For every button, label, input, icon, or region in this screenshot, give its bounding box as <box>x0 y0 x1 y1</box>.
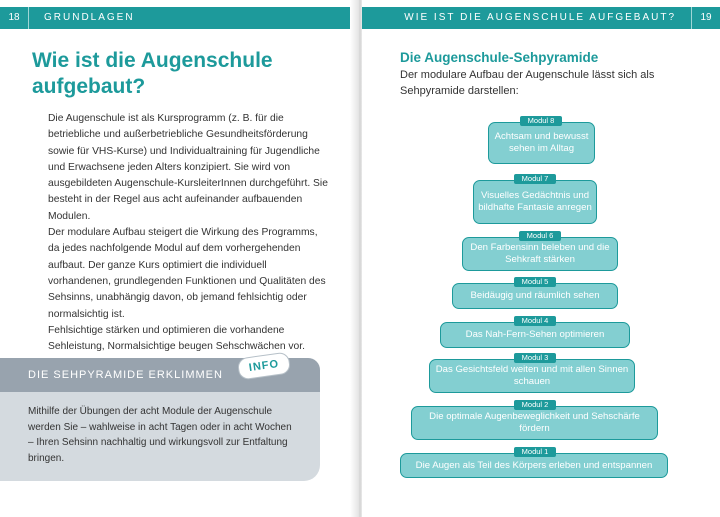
running-head-right: WIE IST DIE AUGENSCHULE AUFGEBAUT? <box>404 12 676 23</box>
page-number-left: 18 <box>0 7 29 29</box>
paragraph: Die Augenschule ist als Kursprogramm (z. B. für die betriebliche und außerbetriebliche Gesundheitsförderung sowie für VHS-Kurse) und Individualtraining für Jugendliche und Erwachsene jeden Alters konzipiert. Sie wird von ausgebildeten Augenschule-KursleiterInnen durchgeführt. Sie besteht in der Regel aus acht aufeinander aufbauenden Modulen. <box>48 113 328 222</box>
left-running-header <box>0 7 358 29</box>
right-page <box>362 0 720 517</box>
pyramid-intro: Der modulare Aufbau der Augenschule lässt sich als Sehpyramide darstellen: <box>400 69 655 97</box>
info-badge: INFO <box>237 351 292 380</box>
body-text <box>48 111 330 355</box>
pyramid-heading: Die Augenschule-Sehpyramide <box>400 50 599 65</box>
page-title: Wie ist die Augenschule aufgebaut? <box>32 49 273 98</box>
module-tag-3: Modul 3 <box>514 353 556 363</box>
module-box-5: Beidäugig und räumlich sehen <box>452 283 618 309</box>
info-box <box>0 358 320 481</box>
paragraph: Der modulare Aufbau steigert die Wirkung des Programms, da jedes nachfolgende Modul auf dem vorhergehenden aufbaut. Der ganze Kurs optimiert die individuell vorhandenen, grundlegenden Funktionen und Qualitäten des Sehsinns, unabhängig davon, ob jemand fehlsichtig oder normalsichtig ist. <box>48 227 326 320</box>
module-tag-7: Modul 7 <box>514 174 556 184</box>
module-box-6: Den Farbensinn beleben und die Sehkraft stärken <box>462 237 618 271</box>
info-box-title: DIE SEHPYRAMIDE ERKLIMMEN <box>28 369 223 381</box>
module-box-1: Die Augen als Teil des Körpers erleben und entspannen <box>400 453 668 478</box>
module-box-7: Visuelles Gedächtnis und bildhafte Fantasie anregen <box>473 180 597 224</box>
paragraph: Fehlsichtige stärken und optimieren die vorhandene Sehleistung, Normalsichtige beugen Sehschwächen vor. <box>48 324 306 353</box>
module-box-4: Das Nah-Fern-Sehen optimieren <box>440 322 630 348</box>
module-tag-1: Modul 1 <box>514 447 556 457</box>
module-box-3: Das Gesichtsfeld weiten und mit allen Sinnen schauen <box>429 359 635 393</box>
module-tag-4: Modul 4 <box>514 316 556 326</box>
page-number-right: 19 <box>691 7 720 29</box>
module-tag-2: Modul 2 <box>514 400 556 410</box>
module-box-2: Die optimale Augenbeweglichkeit und Sehschärfe fördern <box>411 406 658 440</box>
left-page <box>0 0 358 517</box>
module-tag-8: Modul 8 <box>520 116 562 126</box>
module-box-8: Achtsam und bewusst sehen im Alltag <box>488 122 595 164</box>
running-head-left: GRUNDLAGEN <box>44 12 135 23</box>
right-running-header <box>362 7 720 29</box>
module-tag-6: Modul 6 <box>519 231 561 241</box>
info-box-text: Mithilfe der Übungen der acht Module der Augenschule werden Sie – wahlweise in acht Tagen oder in acht Wochen – Ihren Sehsinn nachhaltig und wirkungsvoll zur Entfaltung bringen. <box>28 406 292 464</box>
module-tag-5: Modul 5 <box>514 277 556 287</box>
